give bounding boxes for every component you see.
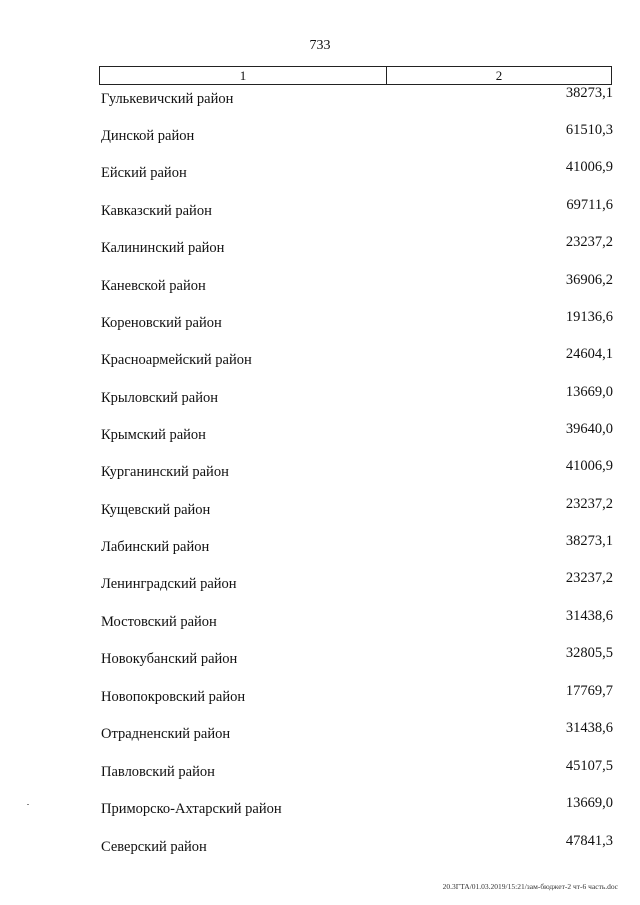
district-value: 36906,2 <box>565 272 613 288</box>
table-row <box>0 309 640 339</box>
district-name: Кущевский район <box>101 502 211 518</box>
district-name: Северский район <box>101 839 207 855</box>
district-name: Кавказский район <box>101 203 212 219</box>
district-name: Калининский район <box>101 240 225 256</box>
district-value: 13669,0 <box>565 795 613 811</box>
table-row <box>0 758 640 788</box>
district-value: 38273,1 <box>565 533 613 549</box>
district-value: 47841,3 <box>565 833 613 849</box>
district-name: Курганинский район <box>101 464 229 480</box>
table-row <box>0 272 640 302</box>
table-row <box>0 197 640 227</box>
district-name: Ейский район <box>101 165 187 181</box>
district-name: Крыловский район <box>101 390 218 406</box>
table-row <box>0 683 640 713</box>
table-row <box>0 570 640 600</box>
header-col-2: 2 <box>495 67 503 83</box>
district-name: Новокубанский район <box>101 651 238 667</box>
district-value: 19136,6 <box>565 309 613 325</box>
district-value: 17769,7 <box>565 683 613 699</box>
district-value: 23237,2 <box>565 234 613 250</box>
district-name: Крымский район <box>101 427 206 443</box>
district-name: Кореновский район <box>101 315 222 331</box>
district-value: 41006,9 <box>565 159 613 175</box>
district-name: Отрадненский район <box>101 726 231 742</box>
table-row <box>0 496 640 526</box>
scan-speck <box>27 804 29 805</box>
district-name: Гулькевичский район <box>101 91 234 107</box>
district-value: 32805,5 <box>565 645 613 661</box>
district-value: 41006,9 <box>565 458 613 474</box>
district-value: 31438,6 <box>565 608 613 624</box>
district-value: 24604,1 <box>565 346 613 362</box>
district-value: 69711,6 <box>566 197 613 213</box>
table-row <box>0 85 640 115</box>
district-value: 61510,3 <box>565 122 613 138</box>
district-name: Каневской район <box>101 278 206 294</box>
table-row <box>0 533 640 563</box>
district-value: 13669,0 <box>565 384 613 400</box>
table-row <box>0 346 640 376</box>
table-row <box>0 645 640 675</box>
table-row <box>0 234 640 264</box>
district-value: 23237,2 <box>565 570 613 586</box>
district-name: Ленинградский район <box>101 576 237 592</box>
district-name: Мостовский район <box>101 614 217 630</box>
district-name: Лабинский район <box>101 539 210 555</box>
table-row <box>0 795 640 825</box>
table-row <box>0 608 640 638</box>
district-value: 39640,0 <box>565 421 613 437</box>
table-row <box>0 421 640 451</box>
district-name: Красноармейский район <box>101 352 252 368</box>
table-row <box>0 384 640 414</box>
table-row <box>0 833 640 863</box>
table-row <box>0 159 640 189</box>
district-value: 31438,6 <box>565 720 613 736</box>
district-name: Новопокровский район <box>101 689 246 705</box>
document-footer: 20.3ГТА/01.03.2019/15:21/зам-бюджет-2 чт-6 часть.doc <box>442 882 618 891</box>
table-row <box>0 458 640 488</box>
table-row <box>0 122 640 152</box>
district-name: Приморско-Ахтарский район <box>101 801 282 817</box>
district-value: 45107,5 <box>565 758 613 774</box>
district-value: 23237,2 <box>565 496 613 512</box>
district-name: Динской район <box>101 128 195 144</box>
table-row <box>0 720 640 750</box>
page-number: 733 <box>309 38 331 53</box>
header-col-1: 1 <box>100 67 387 84</box>
district-value: 38273,1 <box>565 85 613 101</box>
district-name: Павловский район <box>101 764 215 780</box>
